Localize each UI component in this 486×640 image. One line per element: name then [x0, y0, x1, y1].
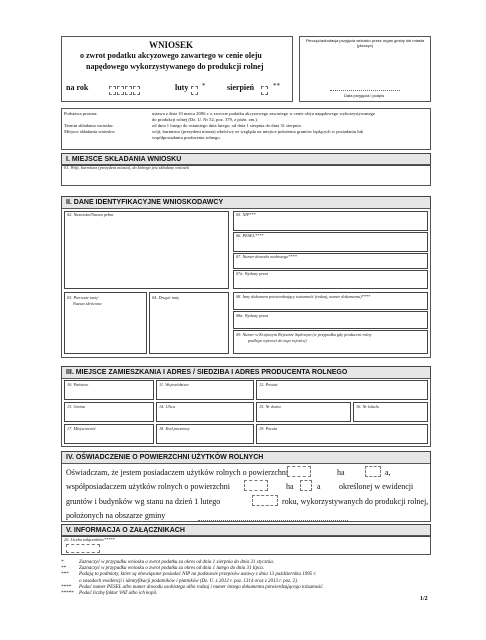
section-1-title: I. MIEJSCE SKŁADANIA WNIOSKU [61, 153, 431, 166]
footnote-text: Podają to podmioty, które są obowiązane posiadać NIP na podstawie przepisów ustawy z dnia 13 października 1995 r. [79, 572, 317, 578]
field-09-label-2: podlega wpisowi do tego rejestru) [248, 338, 307, 343]
declaration-line-3-rest: roku, wykorzystywanych do produkcji rolnej, [282, 497, 429, 506]
field-08a-label: 08a. Wydany przez [236, 313, 269, 318]
field-19-box[interactable] [256, 424, 428, 444]
field-15-label: 15. Nr domu [259, 404, 281, 409]
owned-area-ha-input[interactable] [287, 466, 311, 477]
month-feb-mark: * [202, 82, 206, 90]
section-5-title: V. INFORMACJA O ZAŁĄCZNIKACH [61, 524, 431, 537]
field-01-label: 01. Wójt, burmistrz (prezydent miasta), do którego jest składany wniosek [64, 165, 189, 170]
legal-term-text: od dnia 1 lutego do ostatniego dnia lutego; od dnia 1 sierpnia do dnia 31 sierpnia. [152, 123, 302, 128]
month-feb-label: luty [175, 83, 189, 92]
field-08-label: 08. Inny dokument potwierdzający tożsamość (rodzaj, numer dokumentu)**** [236, 294, 371, 299]
footnote-mark: ** [61, 566, 66, 572]
month-feb-checkbox[interactable] [190, 81, 198, 99]
field-03-label-2: Nazwa skrócona [73, 301, 102, 306]
field-11-label: 11. Województwo [159, 382, 189, 387]
coowned-area-ha-input[interactable] [244, 480, 268, 491]
month-aug-label: sierpień [227, 83, 255, 92]
declaration-line-2-ha: ha [286, 482, 294, 491]
field-04-box[interactable] [149, 292, 229, 354]
field-14-label: 14. Ulica [159, 404, 175, 409]
month-aug-mark: ** [273, 82, 280, 90]
date-label: Data przyjęcia i podpis [344, 93, 385, 98]
legal-place-text-2: współposiadaniu producenta rolnego. [152, 135, 221, 140]
page-number: 1/2 [420, 596, 428, 602]
legal-basis-text-1: ustawa z dnia 10 marca 2006 r. o zwrocie podatku akcyzowego zawartego w cenie oleju napędowego wykorzystywanego [152, 111, 376, 116]
commune-name-input[interactable] [198, 512, 348, 521]
field-10-label: 10. Państwo [67, 382, 89, 387]
footnote-mark: ***** [61, 591, 74, 597]
coowned-area-a-input[interactable] [300, 480, 312, 491]
attachments-count-input[interactable] [66, 544, 100, 553]
field-04-label: 04. Drugie imię [152, 295, 180, 300]
declaration-line-1-ha: ha [337, 468, 345, 477]
form-subtitle-1: o zwrot podatku akcyzowego zawartego w cenie oleju [80, 51, 262, 60]
footnote-text: Zaznaczyć w przypadku wniosku o zwrot podatku za okres od dnia 1 lutego do dnia 31 lipca. [79, 566, 265, 572]
field-02-box[interactable] [64, 211, 229, 289]
footnote-text: Podać liczbę faktur VAT albo ich kopii. [79, 591, 158, 597]
legal-basis-label: Podstawa prawna: [64, 111, 98, 116]
footnote-row [61, 591, 433, 597]
stamp-divider [330, 90, 400, 91]
legal-place-text-1: wójt, burmistrz (prezydent miasta) właściwy ze względu na miejsce położenia gruntów będących w posiadaniu lub [152, 129, 364, 134]
owned-area-a-input[interactable] [365, 466, 381, 477]
field-07a-label: 07a. Wydany przez [236, 271, 269, 276]
section-5-frame [61, 535, 431, 555]
legal-basis-text-2: do produkcji rolnej (Dz. U. Nr 52, poz. 379, z późn. zm.). [152, 117, 259, 122]
section-3-title: III. MIEJSCE ZAMIESZKANIA I ADRES / SIEDZIBA I ADRES PRODUCENTA ROLNEGO [61, 366, 431, 379]
field-18-label: 18. Kod pocztowy [159, 426, 190, 431]
declaration-line-4-text: położonych na obszarze gminy [66, 511, 166, 520]
section-4-title: IV. OŚWIADCZENIE O POWIERZCHNI UŻYTKÓW ROLNYCH [61, 451, 431, 464]
legal-term-label: Termin składania wniosku: [64, 123, 114, 128]
field-12-label: 12. Powiat [259, 382, 278, 387]
declaration-line-2-a: a [317, 482, 321, 491]
field-06-label: 06. PESEL**** [236, 233, 264, 238]
declaration-line-3-text: gruntów i budynków wg stanu na dzień 1 lutego [66, 497, 221, 506]
field-07-label: 07. Numer dowodu osobistego**** [236, 254, 297, 259]
declaration-line-2-text: współposiadaczem użytków rolnych o powierzchni [66, 482, 230, 491]
field-02-label: 02. Nazwisko/Nazwa pełna [67, 212, 114, 217]
stamp-label: Pieczęć/adnotacja przyjęcia wniosku przez organ gminy lub miasta (pieczęć) [305, 38, 425, 48]
declaration-line-1-a: a, [385, 468, 391, 477]
form-subtitle-2: napędowego wykorzystywanego do produkcji rolnej [86, 62, 264, 71]
year-label: na rok [66, 83, 89, 92]
legal-place-label: Miejsce składania wniosku: [64, 129, 116, 134]
footnote-text: Podać numer PESEL albo numer dowodu osobistego albo rodzaj i numer innego dokumentu potwierdzającego tożsamość. [79, 584, 324, 590]
footnote-mark: *** [61, 572, 69, 578]
footnote-text: Zaznaczyć w przypadku wniosku o zwrot podatku za okres od dnia 1 sierpnia do dnia 31 stycznia. [79, 560, 275, 565]
declaration-line-1-text: Oświadczam, że jestem posiadaczem użytków rolnych o powierzchni [66, 468, 289, 477]
year-feb-input[interactable] [252, 495, 278, 506]
field-03-label-1: 03. Pierwsze imię/ [67, 295, 99, 300]
field-20-label: 20. Liczba załączników***** [64, 537, 115, 542]
footnotes [61, 560, 433, 597]
footnote-mark: * [61, 560, 64, 565]
form-title: WNIOSEK [149, 40, 194, 50]
footnote-mark: **** [61, 584, 71, 590]
field-05-box[interactable] [233, 211, 428, 231]
field-13-label: 13. Gmina [67, 404, 86, 409]
year-input[interactable] [108, 81, 140, 99]
section-2-title: II. DANE IDENTYFIKACYJNE WNIOSKODAWCY [61, 196, 431, 209]
field-16-label: 16. Nr lokalu [356, 404, 379, 409]
field-19-label: 19. Poczta [259, 426, 278, 431]
declaration-line-2-registry: określonej w ewidencji [339, 482, 414, 491]
field-17-label: 17. Miejscowość [67, 426, 96, 431]
field-09-label-1: 09. Numer w Krajowym Rejestrze Sądowym (w przypadku gdy producent rolny [236, 332, 372, 337]
footnote-text: o zasadach ewidencji i identyfikacji podatników i płatników (Dz. U. z 2012 r. poz. 1314 oraz z 2013 r. poz. 2). [79, 578, 299, 584]
field-12-box[interactable] [256, 380, 428, 400]
field-05-label: 05. NIP*** [236, 212, 256, 217]
month-aug-checkbox[interactable] [260, 81, 268, 99]
